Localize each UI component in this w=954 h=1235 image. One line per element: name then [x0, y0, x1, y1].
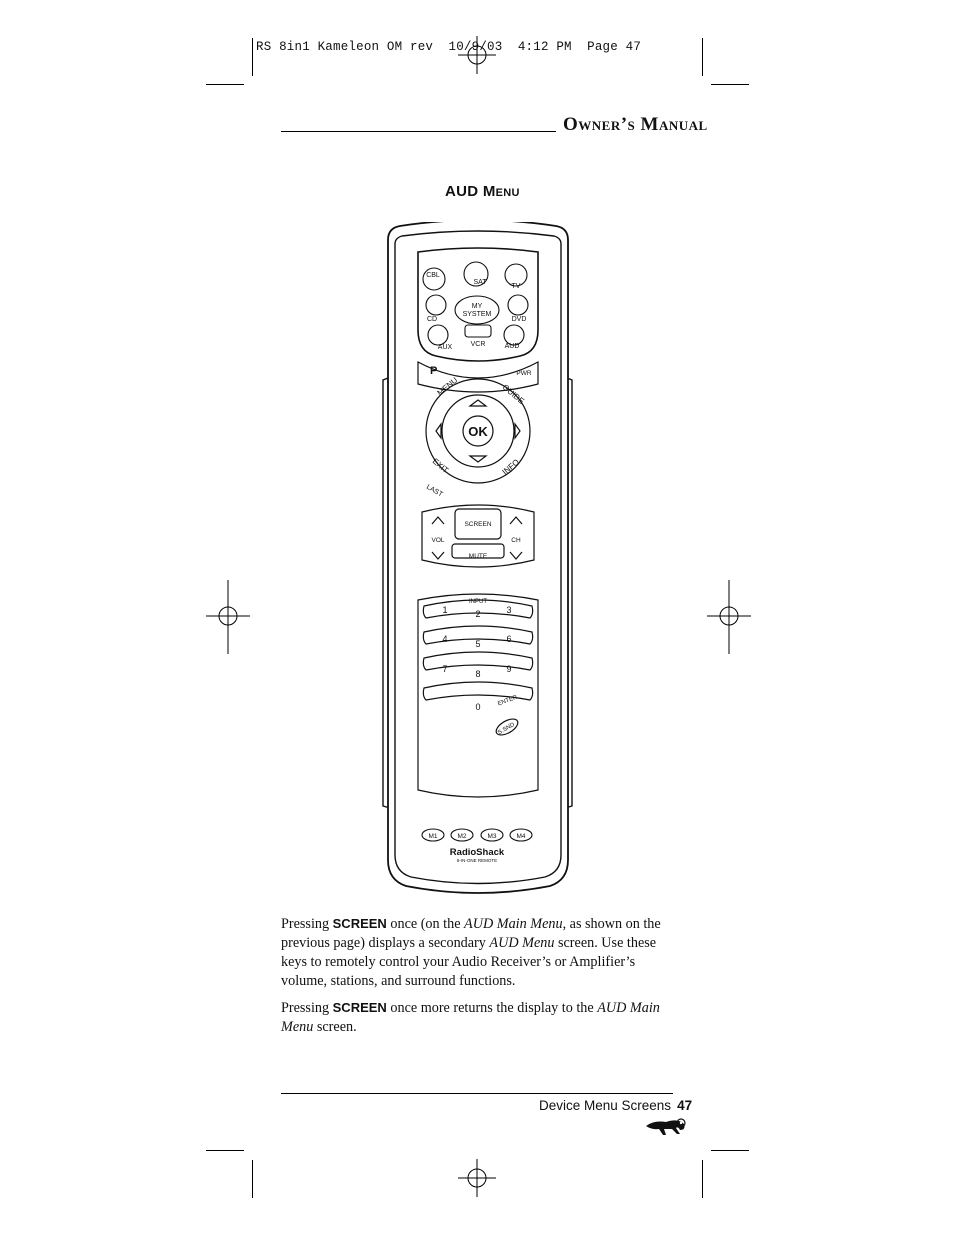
key-tv[interactable]: TV [511, 283, 521, 290]
digit-3[interactable]: 3 [506, 605, 512, 615]
p-button[interactable]: P [430, 365, 438, 377]
key-aux[interactable]: AUX [437, 344, 453, 351]
title-rule [281, 131, 556, 132]
key-sat[interactable]: SAT [473, 279, 487, 286]
print-slug: RS 8in1 Kameleon OM rev 10/9/03 4:12 PM Page 47 [256, 40, 642, 54]
paragraph-1: Pressing SCREEN once (on the AUD Main Menu, as shown on the previous page) displays a secondary AUD Menu screen. Use these keys to remotely control your Audio Receiver’s or Amplifier’s volume, stations, and surround functions. [281, 916, 661, 989]
mute-button[interactable]: MUTE [468, 553, 488, 560]
input-button[interactable]: INPUT [469, 599, 487, 605]
screen-keyword: SCREEN [332, 916, 387, 931]
chameleon-icon [644, 1114, 688, 1138]
digit-2[interactable]: 2 [475, 609, 481, 619]
screen-keyword: SCREEN [332, 1000, 387, 1015]
macro-key-3[interactable]: M3 [487, 833, 497, 840]
key-cd[interactable]: CD [426, 316, 438, 323]
page-footer [539, 1098, 692, 1113]
footer-section: Device Menu Screens [539, 1098, 672, 1113]
key-aud[interactable]: AUD [504, 343, 520, 350]
exit-button[interactable]: EXIT [430, 456, 451, 475]
key-vcr[interactable]: VCR [470, 341, 486, 348]
channel-label: CH [511, 537, 521, 544]
screen-button[interactable]: SCREEN [464, 521, 492, 528]
info-button[interactable]: INFO [500, 457, 521, 477]
power-button[interactable]: PWR [516, 370, 532, 377]
enter-button[interactable]: ENTER [497, 694, 519, 708]
macro-key-1[interactable]: M1 [428, 833, 438, 840]
page-title: Owner’s Manual [563, 114, 708, 135]
page-number: 47 [677, 1098, 693, 1113]
macro-key-2[interactable]: M2 [457, 833, 467, 840]
digit-4[interactable]: 4 [442, 634, 448, 644]
digit-9[interactable]: 9 [506, 664, 512, 674]
digit-1[interactable]: 1 [442, 605, 448, 615]
digit-0[interactable]: 0 [475, 702, 481, 712]
brand-logo: RadioShack [449, 847, 505, 858]
last-button[interactable]: LAST [425, 483, 444, 499]
key-dvd[interactable]: DVD [511, 316, 527, 323]
surround-sound-button[interactable]: S.SND [497, 721, 516, 737]
key-cbl[interactable]: CBL [426, 272, 440, 279]
digit-6[interactable]: 6 [506, 634, 512, 644]
ok-button[interactable]: OK [468, 424, 488, 439]
brand-tagline: 8-IN-ONE REMOTE [456, 858, 498, 863]
digit-8[interactable]: 8 [475, 669, 481, 679]
section-heading: AUD Menu [445, 183, 520, 200]
volume-label: VOL [431, 537, 445, 544]
footer-rule [281, 1093, 673, 1094]
macro-key-4[interactable]: M4 [516, 833, 526, 840]
digit-5[interactable]: 5 [475, 639, 481, 649]
key-system[interactable]: SYSTEM [462, 311, 492, 318]
guide-button[interactable]: GUIDE [500, 382, 526, 406]
menu-button[interactable]: MENU [435, 375, 460, 398]
paragraph-2: Pressing SCREEN once more returns the display to the AUD Main Menu screen. [281, 1000, 660, 1035]
key-my[interactable]: MY [471, 303, 483, 310]
digit-7[interactable]: 7 [442, 664, 448, 674]
remote-illustration [378, 222, 578, 894]
